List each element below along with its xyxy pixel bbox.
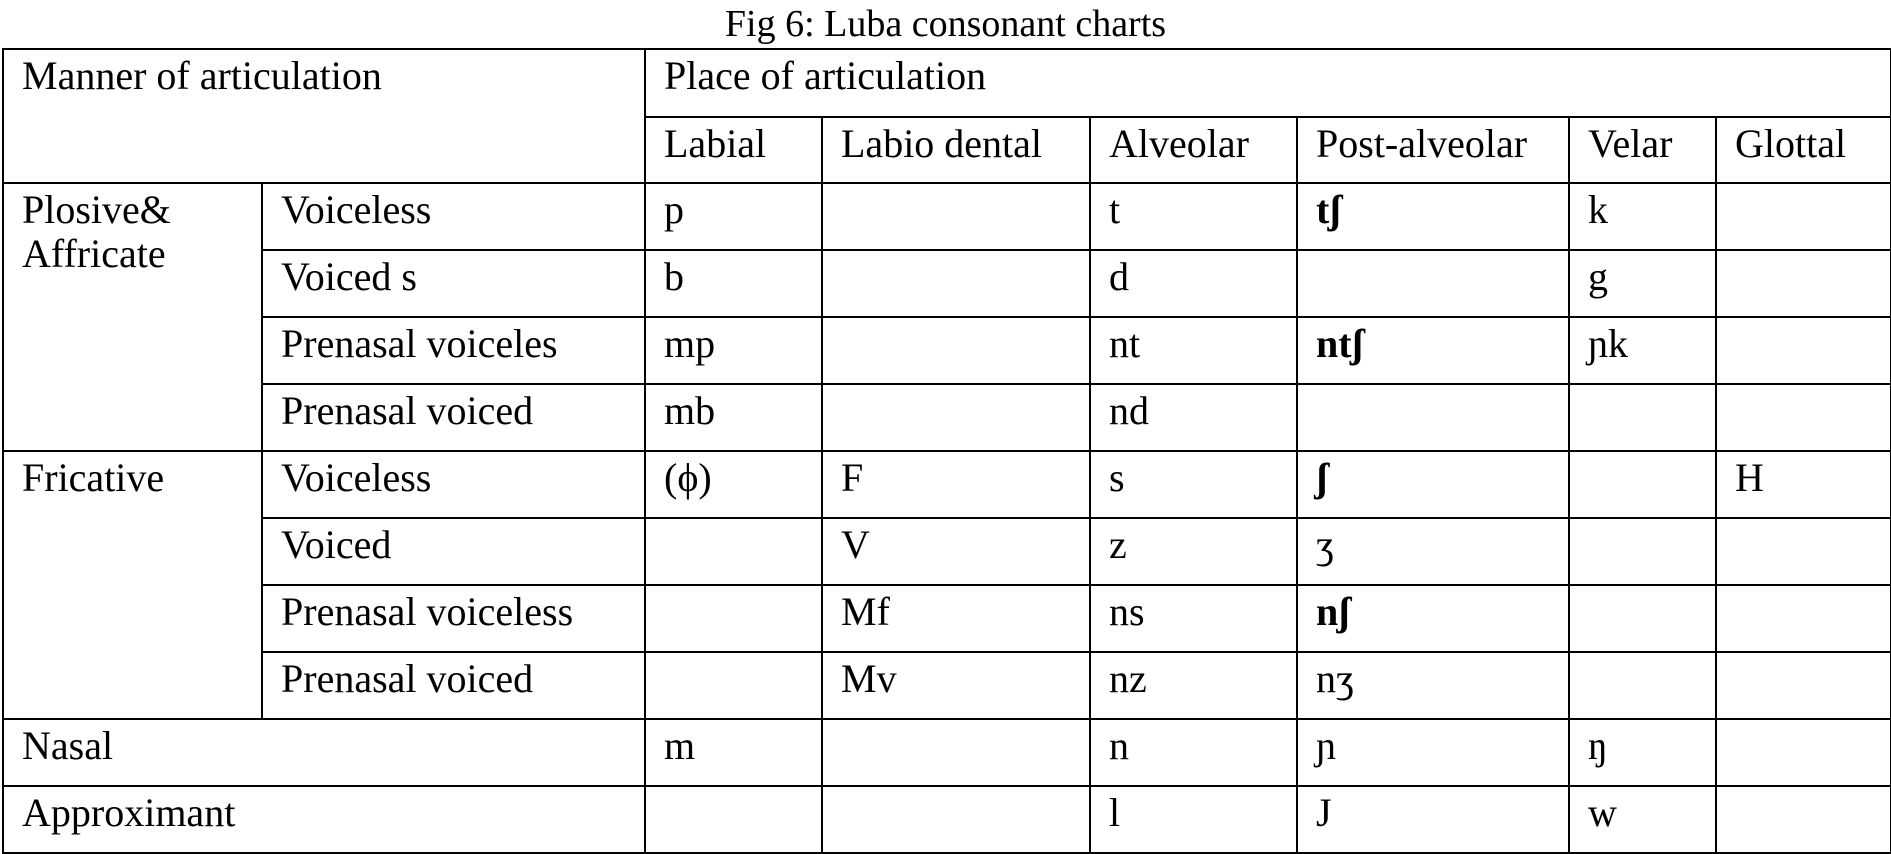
place-header: Place of articulation: [645, 49, 1891, 117]
row-label: Prenasal voiceles: [262, 317, 645, 384]
cell: [645, 652, 822, 719]
cell: nʃ: [1297, 585, 1569, 652]
cell: m: [645, 719, 822, 786]
cell: [1569, 652, 1716, 719]
cell: J: [1297, 786, 1569, 853]
cell: s: [1090, 451, 1297, 518]
cell: (ϕ): [645, 451, 822, 518]
table-row: [3, 451, 1891, 518]
cell: g: [1569, 250, 1716, 317]
group-plosive-affricate: Plosive& Affricate: [3, 183, 262, 451]
cell: [1569, 451, 1716, 518]
place-alveolar: Alveolar: [1090, 117, 1297, 183]
cell: nz: [1090, 652, 1297, 719]
place-glottal: Glottal: [1716, 117, 1891, 183]
row-label: Voiceless: [262, 183, 645, 250]
cell: d: [1090, 250, 1297, 317]
table-row: [3, 183, 1891, 250]
cell: [645, 585, 822, 652]
figure-caption: Fig 6: Luba consonant charts: [724, 3, 1167, 45]
cell: [1716, 183, 1891, 250]
place-velar: Velar: [1569, 117, 1716, 183]
cell: ŋ: [1569, 719, 1716, 786]
place-labio-dental: Labio dental: [822, 117, 1090, 183]
cell: ntʃ: [1297, 317, 1569, 384]
cell: [1297, 384, 1569, 451]
cell: [1297, 250, 1569, 317]
row-label: Voiced s: [262, 250, 645, 317]
cell: n: [1090, 719, 1297, 786]
place-post-alveolar: Post-alveolar: [1297, 117, 1569, 183]
cell: [1569, 585, 1716, 652]
cell: nt: [1090, 317, 1297, 384]
header-row: [3, 49, 1891, 117]
row-label: Prenasal voiced: [262, 384, 645, 451]
cell: mb: [645, 384, 822, 451]
table-row: [3, 384, 1891, 451]
row-label: Prenasal voiced: [262, 652, 645, 719]
cell: F: [822, 451, 1090, 518]
table-row: [3, 518, 1891, 585]
cell: [822, 250, 1090, 317]
cell: [1716, 384, 1891, 451]
cell: [1716, 719, 1891, 786]
cell: [822, 183, 1090, 250]
row-label: Voiced: [262, 518, 645, 585]
cell: Mf: [822, 585, 1090, 652]
cell: [645, 518, 822, 585]
cell: [1716, 250, 1891, 317]
cell: ɲ: [1297, 719, 1569, 786]
place-labial: Labial: [645, 117, 822, 183]
cell: tʃ: [1297, 183, 1569, 250]
table-row: [3, 250, 1891, 317]
group-nasal: Nasal: [3, 719, 645, 786]
consonant-chart-table: [2, 48, 1891, 854]
cell: Mv: [822, 652, 1090, 719]
cell: nʒ: [1297, 652, 1569, 719]
cell: [822, 719, 1090, 786]
row-label: Prenasal voiceless: [262, 585, 645, 652]
cell: p: [645, 183, 822, 250]
cell: [822, 317, 1090, 384]
cell: ʒ: [1297, 518, 1569, 585]
cell: [822, 384, 1090, 451]
cell: b: [645, 250, 822, 317]
manner-header: Manner of articulation: [3, 49, 645, 183]
cell: ns: [1090, 585, 1297, 652]
cell: [1716, 518, 1891, 585]
table-row: [3, 317, 1891, 384]
group-approximant: Approximant: [3, 786, 645, 853]
cell: H: [1716, 451, 1891, 518]
table-row: [3, 652, 1891, 719]
cell: w: [1569, 786, 1716, 853]
row-label: Voiceless: [262, 451, 645, 518]
group-fricative: Fricative: [3, 451, 262, 719]
cell: k: [1569, 183, 1716, 250]
cell: [1569, 384, 1716, 451]
cell: t: [1090, 183, 1297, 250]
cell: [1716, 585, 1891, 652]
table-row: [3, 719, 1891, 786]
cell: [1716, 317, 1891, 384]
cell: [1569, 518, 1716, 585]
cell: l: [1090, 786, 1297, 853]
table-row: [3, 585, 1891, 652]
cell: V: [822, 518, 1090, 585]
cell: nd: [1090, 384, 1297, 451]
cell: ʃ: [1297, 451, 1569, 518]
cell: z: [1090, 518, 1297, 585]
cell: mp: [645, 317, 822, 384]
cell: ɲk: [1569, 317, 1716, 384]
cell: [1716, 652, 1891, 719]
